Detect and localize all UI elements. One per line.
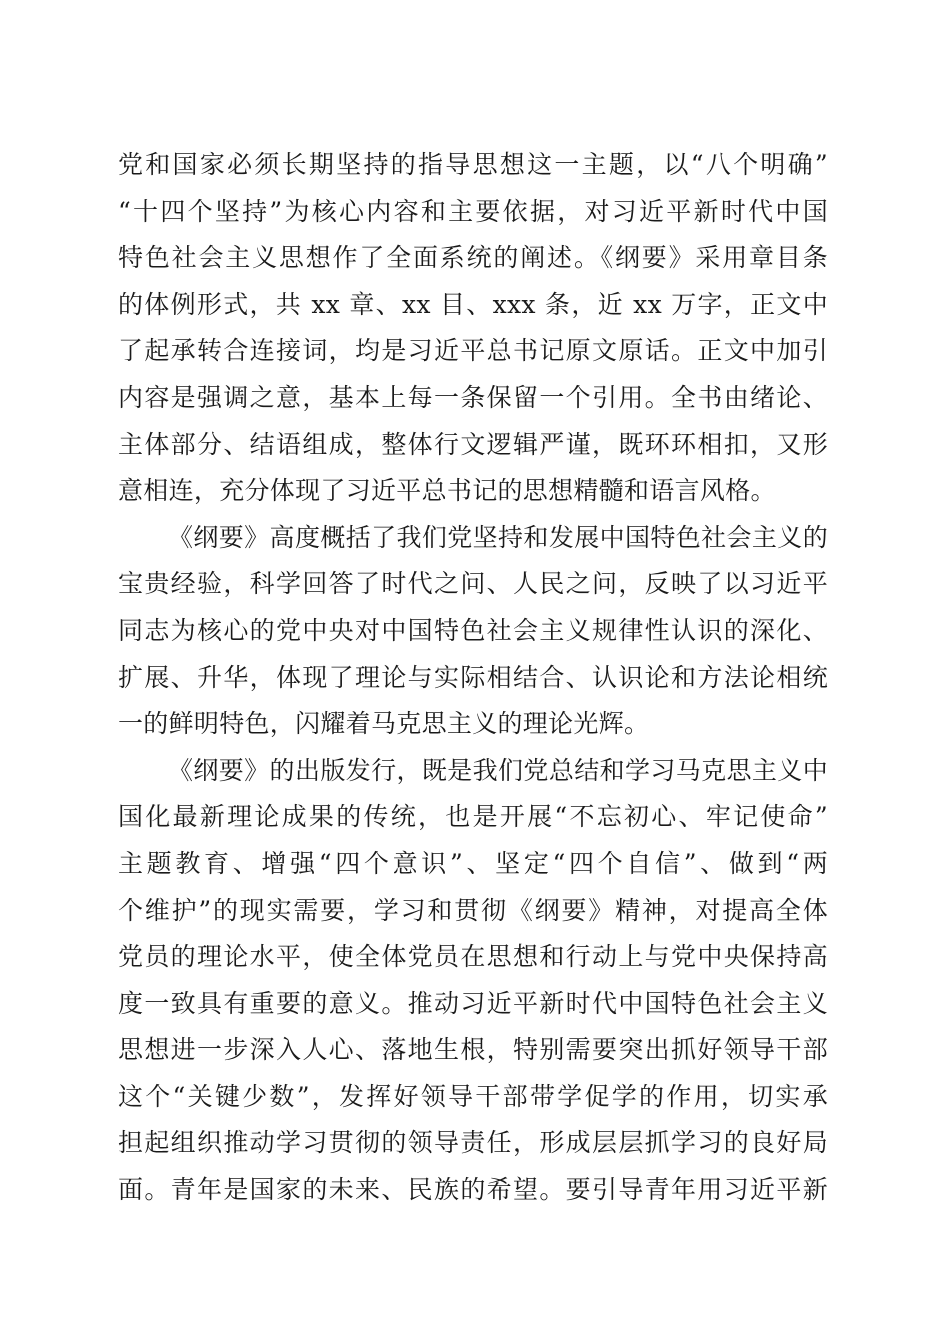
text-line: 特色社会主义思想作了全面系统的阐述。《纲要》采用章目条	[118, 243, 828, 273]
text-line: 同志为核心的党中央对中国特色社会主义规律性认识的深化、	[118, 615, 828, 645]
text-line: 宝贵经验，科学回答了时代之问、人民之问，反映了以习近平	[118, 569, 828, 599]
text-line: 内容是强调之意，基本上每一条保留一个引用。全书由绪论、	[118, 382, 828, 412]
text-line: 这个“关键少数”，发挥好领导干部带学促学的作用，切实承	[118, 1081, 828, 1111]
text-line: 党和国家必须长期坚持的指导思想这一主题，以“八个明确”	[118, 150, 828, 179]
text-line: 了起承转合连接词，均是习近平总书记原文原话。正文中加引	[118, 336, 828, 366]
text-line: 主题教育、增强“四个意识”、坚定“四个自信”、做到“两	[118, 848, 828, 878]
text-line: 面。青年是国家的未来、民族的希望。要引导青年用习近平新	[118, 1175, 828, 1205]
body-text	[118, 142, 828, 1214]
text-line: 主体部分、结语组成，整体行文逻辑严谨，既环环相扣，又形	[118, 429, 828, 459]
text-line: 担起组织推动学习贯彻的领导责任，形成层层抓学习的良好局	[118, 1128, 828, 1158]
text-line: 扩展、升华，体现了理论与实际相结合、认识论和方法论相统	[118, 662, 828, 692]
text-line: 一的鲜明特色，闪耀着马克思主义的理论光辉。	[118, 709, 650, 739]
text-line: 国化最新理论成果的传统，也是开展“不忘初心、牢记使命”	[118, 802, 828, 832]
text-line: 思想进一步深入人心、落地生根，特别需要突出抓好领导干部	[118, 1035, 828, 1065]
text-line: “十四个坚持”为核心内容和主要依据，对习近平新时代中国	[118, 196, 828, 226]
text-line: 《纲要》高度概括了我们党坚持和发展中国特色社会主义的	[168, 522, 828, 552]
text-line: 的体例形式，共 xx 章、xx 目、xxx 条，近 xx 万字，正文中	[118, 289, 828, 319]
text-line: 意相连，充分体现了习近平总书记的思想精髓和语言风格。	[118, 476, 776, 506]
text-line: 个维护”的现实需要，学习和贯彻《纲要》精神，对提高全体	[118, 895, 828, 925]
text-line: 度一致具有重要的意义。推动习近平新时代中国特色社会主义	[118, 988, 828, 1018]
text-line: 《纲要》的出版发行，既是我们党总结和学习马克思主义中	[168, 755, 828, 785]
text-line: 党员的理论水平，使全体党员在思想和行动上与党中央保持高	[118, 942, 828, 972]
